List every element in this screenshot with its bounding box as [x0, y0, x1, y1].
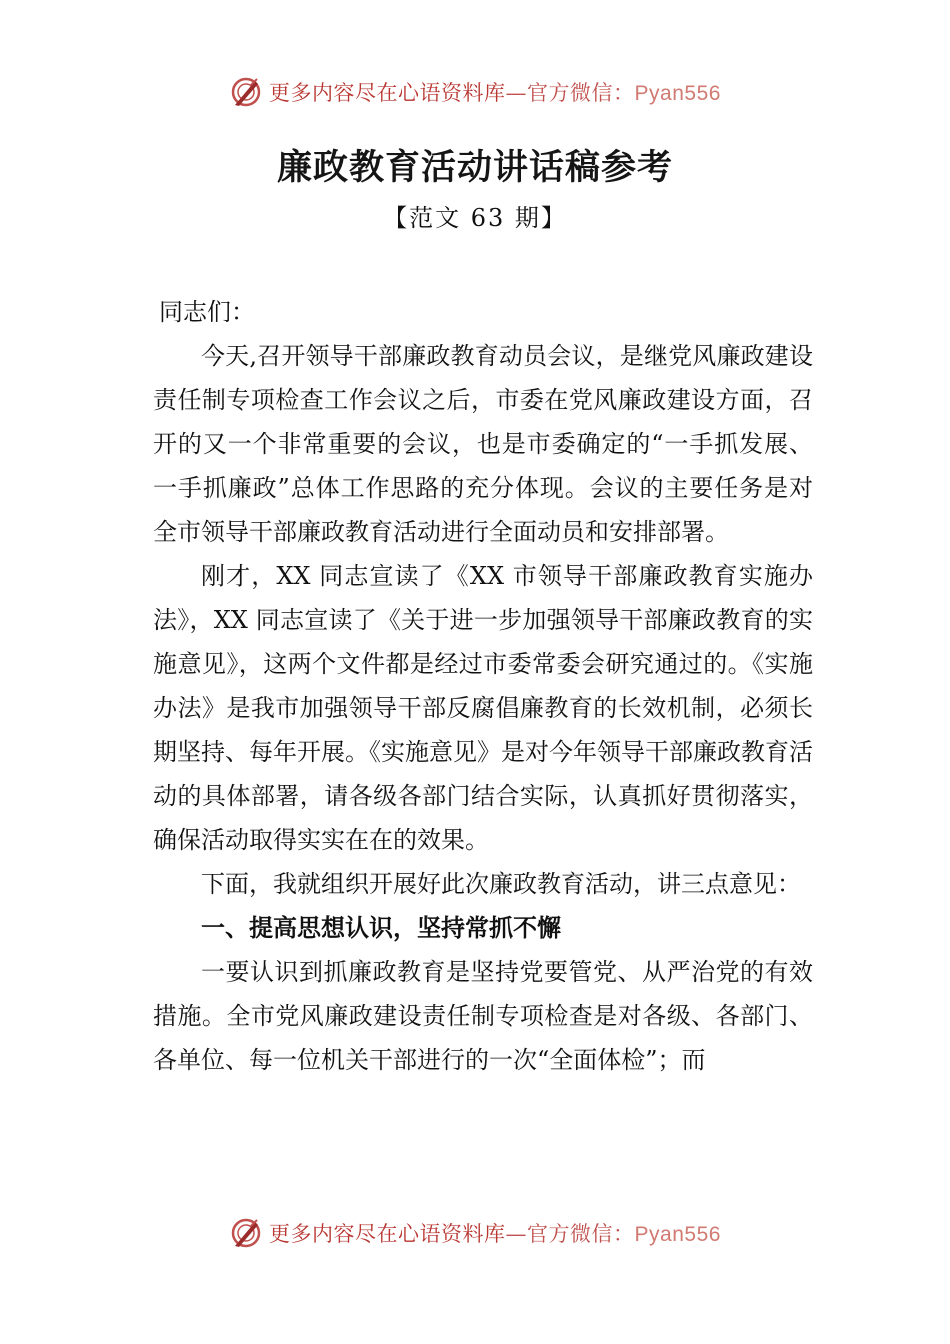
banner-wechat-id: Pyan556 [634, 1223, 721, 1246]
banner-text [269, 77, 721, 107]
greeting: 同志们： [159, 298, 255, 326]
header-banner [0, 70, 950, 114]
footer-banner [0, 1211, 950, 1255]
paragraph: 下面，我就组织开展好此次廉政教育活动，讲三点意见： [201, 870, 801, 898]
banner-wechat-label: 官方微信： [527, 1222, 635, 1246]
paragraph: 刚才，XX 同志宣读了《XX 市领导干部廉政教育实施办法》，XX 同志宣读了《关于进一步加强领导干部廉政教育的实施意见》，这两个文件都是经过市委常委会研究通过的。《实施办法》是我市加强领导干部反腐倡廉教育的长效机制，必须长期坚持、每年开展。《实施意见》是对今年领导干部廉政教育活动的具体部署，请各级各部门结合实际，认真抓好贯彻落实，确保活动取得实实在在的效果。 [153, 562, 813, 854]
banner-main-text: 更多内容尽在心语资料库 [269, 81, 506, 105]
banner-text [269, 1218, 721, 1248]
banner-wechat-id: Pyan556 [634, 82, 721, 105]
banner-separator: — [505, 81, 528, 105]
paragraph: 今天,召开领导干部廉政教育动员会议，是继党风廉政建设责任制专项检查工作会议之后，市委在党风廉政建设方面，召开的又一个非常重要的会议，也是市委确定的“一手抓发展、一手抓廉政”总体工作思路的充分体现。会议的主要任务是对全市领导干部廉政教育活动进行全面动员和安排部署。 [153, 342, 813, 546]
document-body [153, 290, 813, 1082]
section-heading: 一、提高思想认识，坚持常抓不懈 [201, 914, 561, 942]
feather-pen-logo-icon [229, 75, 263, 109]
banner-wechat-label: 官方微信： [527, 81, 635, 105]
feather-pen-logo-icon [229, 1216, 263, 1250]
paragraph: 一要认识到抓廉政教育是坚持党要管党、从严治党的有效措施。全市党风廉政建设责任制专项检查是对各级、各部门、各单位、每一位机关干部进行的一次“全面体检”；而 [153, 958, 813, 1074]
banner-separator: — [505, 1222, 528, 1246]
banner-main-text: 更多内容尽在心语资料库 [269, 1222, 506, 1246]
document-subtitle: 【范文 63 期】 [383, 204, 567, 232]
document-title: 廉政教育活动讲话稿参考 [276, 148, 673, 188]
